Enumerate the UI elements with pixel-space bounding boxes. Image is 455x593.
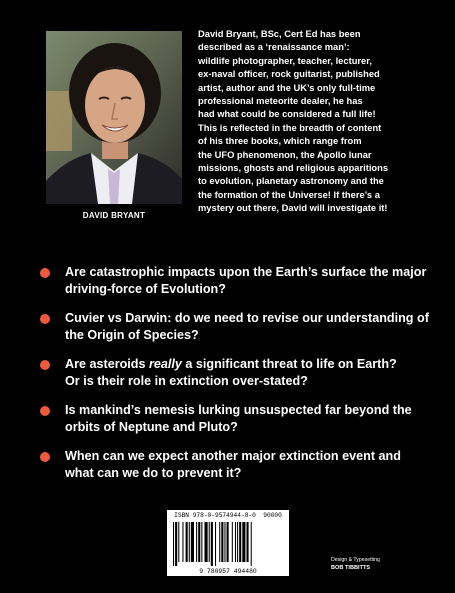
design-credit [331,556,431,572]
question-text [65,356,440,373]
bio-line: the UFO phenomenon, the Apollo lunar [198,149,372,160]
barcode-bar [201,522,202,562]
barcode-bar [209,522,210,562]
bio-line: David Bryant, BSc, Cert Ed has been [198,29,361,39]
barcode-bar [196,522,197,562]
question-text: Is mankind’s nemesis lurking unsuspected far beyond the [65,403,412,417]
question-item [40,402,440,436]
barcode-bar [232,522,233,562]
bio-line: the formation of the Universe! If there’s a [198,189,380,200]
bio-line: professional meteorite dealer, he has [198,96,363,107]
barcode-bar [182,522,183,562]
bio-line: described as a ‘renaissance man’: [198,42,350,53]
bullet-dot-icon [40,360,50,370]
question-item [40,264,440,298]
question-text-end: a significant threat to life on Earth? [181,357,397,371]
author-photo [46,31,182,204]
barcode-bar [211,522,213,566]
bullet-dot-icon [40,406,50,416]
bullet-dot-icon [40,452,50,462]
question-item [40,448,440,482]
barcode-bar [173,522,174,566]
barcode-bar [239,522,241,562]
barcode-bar [215,522,216,566]
barcode-bar [205,522,208,562]
question-text: the Origin of Species? [65,328,199,342]
barcode-bar [198,522,200,562]
credit-name: BOB TIBBITTS [331,565,371,571]
barcode-bar [227,522,229,562]
barcode-bar [235,522,236,562]
question-text-start: Are asteroids [65,357,149,371]
bio-line: This is reflected in the breadth of content [198,122,382,133]
credit-label: Design & Typesetting [331,557,380,563]
barcode-bar [189,522,190,562]
barcode-bar [247,522,249,562]
barcode-bar [186,522,188,562]
author-bio [198,28,434,216]
bullet-dot-icon [40,314,50,324]
author-caption: DAVID BRYANT [82,211,146,220]
bio-line: had what could be considered a full life! [198,109,376,120]
question-text: When can we expect another major extinction event and [65,449,401,463]
bio-line: missions, ghosts and religious apparitions [198,163,389,174]
barcode-bar [178,522,179,562]
barcode-bars-icon [173,522,283,566]
author-portrait-image [46,31,182,204]
barcode-bar [237,522,238,562]
bio-line: to evolution, planetary astronomy and the [198,176,384,187]
question-item [40,310,440,344]
question-text: Are catastrophic impacts upon the Earth’s surface the major [65,265,427,279]
question-text: Or is their role in extinction over-stated? [65,374,308,388]
barcode-bar [224,522,225,562]
bio-line: of his three books, which range from [198,136,362,147]
question-text: Cuvier vs Darwin: do we need to revise our understanding of [65,311,429,325]
isbn-text: ISBN 978-0-9574944-8-0 90000 [174,512,282,519]
barcode-digits: 9 780957 494480 [199,568,257,575]
barcode-bar [242,522,245,562]
bio-line: mystery out there, David will investigate it! [198,203,388,214]
barcode-bar [175,522,177,566]
bio-line: artist, author and the UK’s only full-time [198,82,376,93]
barcode-bar [221,522,223,562]
question-text: what can we do to prevent it? [65,466,242,480]
barcode-bar [219,522,220,562]
question-emphasis: really [149,357,182,371]
bio-line: wildlife photographer, teacher, lecturer, [198,55,372,66]
question-item [40,356,440,390]
isbn-barcode [167,510,289,576]
question-text: driving-force of Evolution? [65,282,226,296]
question-list [40,264,440,494]
question-text: orbits of Neptune and Pluto? [65,420,238,434]
barcode-bar [251,522,252,566]
bullet-dot-icon [40,268,50,278]
barcode-bar [191,522,194,562]
bio-line: ex-naval officer, rock guitarist, published [198,69,380,80]
